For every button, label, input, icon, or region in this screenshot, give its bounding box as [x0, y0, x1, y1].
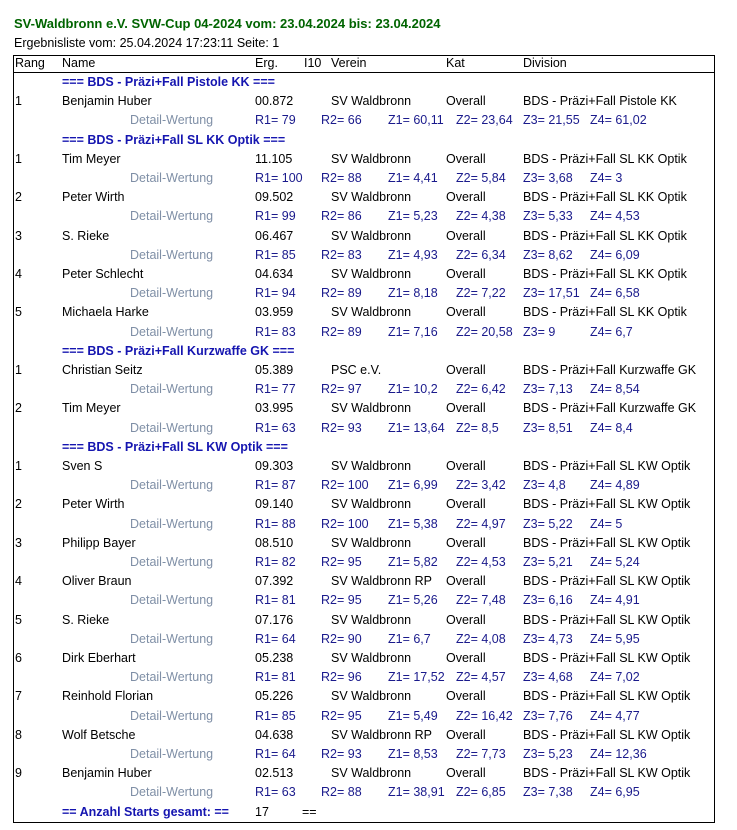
- club-cell: SV Waldbronn: [331, 689, 412, 704]
- detail-z3: Z3= 5,33: [523, 209, 573, 224]
- result-cell: 05.238: [255, 651, 294, 665]
- detail-r2: R2= 95: [321, 708, 362, 723]
- detail-label: Detail-Wertung: [130, 516, 214, 531]
- detail-z1: Z1= 5,82: [388, 555, 438, 569]
- footer-total-label: == Anzahl Starts gesamt: ==: [62, 804, 229, 819]
- division-cell: BDS - Präzi+Fall SL KW Optik: [523, 535, 691, 550]
- result-cell: 03.995: [255, 401, 294, 416]
- detail-z2: Z2= 23,64: [456, 113, 513, 128]
- category-cell: Overall: [446, 535, 486, 550]
- result-cell: 04.634: [255, 267, 294, 281]
- detail-r1: R1= 77: [255, 382, 296, 397]
- footer-total-count: 17: [255, 804, 269, 819]
- rank-cell: 5: [15, 612, 22, 627]
- club-cell: SV Waldbronn: [331, 228, 412, 243]
- detail-z2: Z2= 5,84: [456, 171, 506, 185]
- rank-cell: 2: [15, 497, 22, 512]
- detail-r1: R1= 81: [255, 593, 296, 608]
- club-cell: SV Waldbronn: [331, 151, 412, 166]
- category-cell: Overall: [446, 305, 486, 320]
- detail-label: Detail-Wertung: [130, 670, 214, 685]
- category-cell: Overall: [446, 651, 486, 665]
- club-cell: SV Waldbronn: [331, 651, 412, 665]
- rank-cell: 1: [15, 363, 22, 377]
- detail-z4: Z4= 3: [590, 171, 623, 185]
- detail-z3: Z3= 7,76: [523, 708, 573, 723]
- detail-z4: Z4= 6,09: [590, 247, 640, 262]
- name-cell: Peter Schlecht: [62, 267, 144, 281]
- name-cell: Benjamin Huber: [62, 94, 152, 109]
- result-cell: 09.140: [255, 497, 294, 512]
- result-cell: 07.176: [255, 612, 294, 627]
- category-cell: Overall: [446, 363, 486, 377]
- detail-z1: Z1= 10,2: [388, 382, 438, 397]
- rank-cell: 1: [15, 94, 22, 109]
- column-rang: Rang: [15, 56, 45, 70]
- detail-z3: Z3= 21,55: [523, 113, 580, 128]
- detail-r2: R2= 95: [321, 593, 362, 608]
- detail-z2: Z2= 7,48: [456, 593, 506, 608]
- detail-z4: Z4= 4,77: [590, 708, 640, 723]
- rank-cell: 9: [15, 766, 22, 781]
- rank-cell: 5: [15, 305, 22, 320]
- category-cell: Overall: [446, 574, 486, 589]
- detail-label: Detail-Wertung: [130, 708, 214, 723]
- results-table: [13, 55, 715, 823]
- detail-z2: Z2= 3,42: [456, 478, 506, 493]
- name-cell: Michaela Harke: [62, 305, 149, 320]
- detail-r2: R2= 100: [321, 516, 369, 531]
- detail-z3: Z3= 4,73: [523, 631, 573, 646]
- detail-z2: Z2= 4,38: [456, 209, 506, 224]
- club-cell: SV Waldbronn RP: [331, 574, 432, 589]
- rank-cell: 8: [15, 727, 22, 742]
- detail-z4: Z4= 6,58: [590, 286, 640, 301]
- club-cell: SV Waldbronn: [331, 535, 412, 550]
- club-cell: SV Waldbronn: [331, 612, 412, 627]
- club-cell: SV Waldbronn: [331, 94, 412, 109]
- detail-z1: Z1= 60,11: [388, 113, 444, 128]
- division-cell: BDS - Präzi+Fall SL KW Optik: [523, 727, 691, 742]
- detail-label: Detail-Wertung: [130, 286, 214, 301]
- detail-z4: Z4= 12,36: [590, 747, 647, 761]
- detail-z2: Z2= 20,58: [456, 324, 513, 339]
- division-cell: BDS - Präzi+Fall SL KW Optik: [523, 689, 691, 704]
- division-cell: BDS - Präzi+Fall SL KK Optik: [523, 228, 687, 243]
- category-cell: Overall: [446, 612, 486, 627]
- rank-cell: 2: [15, 401, 22, 416]
- detail-r1: R1= 63: [255, 785, 296, 800]
- division-cell: BDS - Präzi+Fall SL KW Optik: [523, 766, 691, 781]
- name-cell: Benjamin Huber: [62, 766, 152, 781]
- detail-r1: R1= 82: [255, 555, 296, 569]
- club-cell: SV Waldbronn: [331, 305, 412, 320]
- detail-r1: R1= 64: [255, 631, 296, 646]
- detail-r2: R2= 96: [321, 670, 362, 685]
- detail-z3: Z3= 3,68: [523, 171, 573, 185]
- club-cell: SV Waldbronn RP: [331, 727, 432, 742]
- column-name: Name: [62, 56, 96, 70]
- detail-label: Detail-Wertung: [130, 747, 214, 761]
- rank-cell: 3: [15, 535, 22, 550]
- detail-label: Detail-Wertung: [130, 247, 214, 262]
- detail-z1: Z1= 6,7: [388, 631, 431, 646]
- detail-z2: Z2= 4,57: [456, 670, 506, 685]
- detail-z3: Z3= 8,51: [523, 420, 573, 435]
- detail-z3: Z3= 5,23: [523, 747, 573, 761]
- column-i10: I10: [304, 56, 322, 70]
- name-cell: Philipp Bayer: [62, 535, 136, 550]
- name-cell: Reinhold Florian: [62, 689, 154, 704]
- result-cell: 04.638: [255, 727, 294, 742]
- detail-r1: R1= 79: [255, 113, 296, 128]
- detail-r1: R1= 99: [255, 209, 296, 224]
- detail-z3: Z3= 4,68: [523, 670, 573, 685]
- column-header-row: [14, 56, 714, 73]
- detail-r1: R1= 100: [255, 171, 303, 185]
- detail-r2: R2= 100: [321, 478, 369, 493]
- detail-r2: R2= 83: [321, 247, 362, 262]
- club-cell: SV Waldbronn: [331, 497, 412, 512]
- result-cell: 11.105: [255, 151, 293, 166]
- detail-z3: Z3= 5,21: [523, 555, 573, 569]
- detail-z3: Z3= 8,62: [523, 247, 573, 262]
- column-erg: Erg.: [255, 56, 278, 70]
- detail-z4: Z4= 4,53: [590, 209, 640, 224]
- detail-r1: R1= 63: [255, 420, 296, 435]
- detail-label: Detail-Wertung: [130, 631, 214, 646]
- detail-r2: R2= 89: [321, 286, 362, 301]
- detail-r1: R1= 81: [255, 670, 296, 685]
- footer-end-marker: ==: [302, 804, 317, 819]
- section-title: === BDS - Präzi+Fall SL KW Optik ===: [62, 439, 288, 454]
- detail-z2: Z2= 6,42: [456, 382, 506, 397]
- detail-z1: Z1= 5,38: [388, 516, 438, 531]
- rank-cell: 6: [15, 651, 22, 665]
- category-cell: Overall: [446, 766, 486, 781]
- category-cell: Overall: [446, 190, 486, 205]
- division-cell: BDS - Präzi+Fall Pistole KK: [523, 94, 677, 109]
- name-cell: S. Rieke: [62, 612, 110, 627]
- rank-cell: 4: [15, 574, 22, 589]
- detail-z2: Z2= 7,22: [456, 286, 506, 301]
- category-cell: Overall: [446, 267, 486, 281]
- club-cell: SV Waldbronn: [331, 459, 412, 473]
- detail-label: Detail-Wertung: [130, 420, 214, 435]
- detail-z3: Z3= 7,38: [523, 785, 573, 800]
- detail-r2: R2= 97: [321, 382, 362, 397]
- name-cell: S. Rieke: [62, 228, 110, 243]
- result-cell: 09.303: [255, 459, 294, 473]
- rank-cell: 1: [15, 151, 22, 166]
- name-cell: Sven S: [62, 459, 103, 473]
- column-verein: Verein: [331, 56, 367, 70]
- detail-z1: Z1= 4,93: [388, 247, 438, 262]
- category-cell: Overall: [446, 497, 486, 512]
- detail-z4: Z4= 5,95: [590, 631, 640, 646]
- detail-r1: R1= 94: [255, 286, 296, 301]
- detail-z2: Z2= 4,53: [456, 555, 506, 569]
- detail-z4: Z4= 5: [590, 516, 623, 531]
- result-cell: 02.513: [255, 766, 294, 781]
- detail-z1: Z1= 5,49: [388, 708, 438, 723]
- detail-label: Detail-Wertung: [130, 324, 214, 339]
- section-title: === BDS - Präzi+Fall Pistole KK ===: [62, 75, 275, 89]
- division-cell: BDS - Präzi+Fall SL KW Optik: [523, 612, 691, 627]
- detail-r2: R2= 88: [321, 171, 362, 185]
- detail-z3: Z3= 9: [523, 324, 556, 339]
- category-cell: Overall: [446, 459, 486, 473]
- detail-label: Detail-Wertung: [130, 113, 214, 128]
- division-cell: BDS - Präzi+Fall SL KK Optik: [523, 267, 687, 281]
- result-cell: 08.510: [255, 535, 294, 550]
- club-cell: SV Waldbronn: [331, 190, 412, 205]
- division-cell: BDS - Präzi+Fall Kurzwaffe GK: [523, 401, 697, 416]
- detail-z1: Z1= 38,91: [388, 785, 445, 800]
- section-title: === BDS - Präzi+Fall Kurzwaffe GK ===: [62, 343, 295, 358]
- detail-r1: R1= 85: [255, 247, 296, 262]
- club-cell: SV Waldbronn: [331, 766, 412, 781]
- result-cell: 05.226: [255, 689, 294, 704]
- section-title: === BDS - Präzi+Fall SL KK Optik ===: [62, 132, 286, 147]
- detail-z2: Z2= 4,97: [456, 516, 506, 531]
- detail-label: Detail-Wertung: [130, 555, 214, 569]
- club-cell: PSC e.V.: [331, 363, 382, 377]
- detail-z1: Z1= 6,99: [388, 478, 438, 493]
- detail-z4: Z4= 6,95: [590, 785, 640, 800]
- name-cell: Dirk Eberhart: [62, 651, 136, 665]
- detail-z4: Z4= 4,91: [590, 593, 640, 608]
- column-division: Division: [523, 56, 567, 70]
- name-cell: Peter Wirth: [62, 190, 125, 205]
- rank-cell: 3: [15, 228, 22, 243]
- detail-label: Detail-Wertung: [130, 171, 214, 185]
- detail-z3: Z3= 5,22: [523, 516, 573, 531]
- detail-r1: R1= 87: [255, 478, 296, 493]
- rank-cell: 7: [15, 689, 22, 704]
- division-cell: BDS - Präzi+Fall Kurzwaffe GK: [523, 363, 697, 377]
- result-cell: 05.389: [255, 363, 294, 377]
- detail-r2: R2= 66: [321, 113, 362, 128]
- name-cell: Tim Meyer: [62, 151, 121, 166]
- detail-z4: Z4= 5,24: [590, 555, 640, 569]
- division-cell: BDS - Präzi+Fall SL KW Optik: [523, 651, 691, 665]
- detail-z1: Z1= 4,41: [388, 171, 438, 185]
- result-cell: 07.392: [255, 574, 294, 589]
- detail-r2: R2= 88: [321, 785, 362, 800]
- result-cell: 00.872: [255, 94, 294, 109]
- division-cell: BDS - Präzi+Fall SL KW Optik: [523, 574, 691, 589]
- detail-r2: R2= 90: [321, 631, 362, 646]
- category-cell: Overall: [446, 94, 486, 109]
- detail-z1: Z1= 5,23: [388, 209, 438, 224]
- category-cell: Overall: [446, 401, 486, 416]
- category-cell: Overall: [446, 727, 486, 742]
- division-cell: BDS - Präzi+Fall SL KW Optik: [523, 459, 691, 473]
- detail-label: Detail-Wertung: [130, 478, 214, 493]
- division-cell: BDS - Präzi+Fall SL KK Optik: [523, 151, 687, 166]
- detail-z4: Z4= 6,7: [590, 324, 633, 339]
- division-cell: BDS - Präzi+Fall SL KK Optik: [523, 190, 687, 205]
- detail-z3: Z3= 17,51: [523, 286, 580, 301]
- detail-z4: Z4= 8,54: [590, 382, 640, 397]
- rank-cell: 4: [15, 267, 22, 281]
- detail-z3: Z3= 6,16: [523, 593, 573, 608]
- result-cell: 06.467: [255, 228, 294, 243]
- detail-z3: Z3= 7,13: [523, 382, 573, 397]
- report-subtitle: Ergebnisliste vom: 25.04.2024 17:23:11 Seite: 1: [14, 36, 280, 50]
- name-cell: Tim Meyer: [62, 401, 121, 416]
- detail-r2: R2= 86: [321, 209, 362, 224]
- detail-z1: Z1= 13,64: [388, 420, 445, 435]
- result-cell: 03.959: [255, 305, 294, 320]
- result-cell: 09.502: [255, 190, 294, 205]
- detail-label: Detail-Wertung: [130, 593, 214, 608]
- name-cell: Oliver Braun: [62, 574, 132, 589]
- detail-label: Detail-Wertung: [130, 209, 214, 224]
- detail-r1: R1= 64: [255, 747, 296, 761]
- detail-z1: Z1= 8,53: [388, 747, 438, 761]
- detail-r2: R2= 93: [321, 420, 362, 435]
- detail-z2: Z2= 7,73: [456, 747, 506, 761]
- detail-label: Detail-Wertung: [130, 382, 214, 397]
- detail-r2: R2= 89: [321, 324, 362, 339]
- category-cell: Overall: [446, 689, 486, 704]
- name-cell: Christian Seitz: [62, 363, 143, 377]
- detail-z1: Z1= 17,52: [388, 670, 445, 685]
- detail-z3: Z3= 4,8: [523, 478, 566, 493]
- detail-z4: Z4= 4,89: [590, 478, 640, 493]
- detail-label: Detail-Wertung: [130, 785, 214, 800]
- detail-z2: Z2= 4,08: [456, 631, 506, 646]
- rank-cell: 2: [15, 190, 22, 205]
- division-cell: BDS - Präzi+Fall SL KK Optik: [523, 305, 687, 320]
- category-cell: Overall: [446, 151, 486, 166]
- detail-z2: Z2= 8,5: [456, 420, 499, 435]
- detail-z1: Z1= 8,18: [388, 286, 438, 301]
- detail-r1: R1= 83: [255, 324, 296, 339]
- detail-z2: Z2= 6,85: [456, 785, 506, 800]
- detail-z1: Z1= 5,26: [388, 593, 438, 608]
- column-kat: Kat: [446, 56, 465, 70]
- detail-r1: R1= 85: [255, 708, 296, 723]
- division-cell: BDS - Präzi+Fall SL KW Optik: [523, 497, 691, 512]
- name-cell: Wolf Betsche: [62, 727, 136, 742]
- detail-r2: R2= 93: [321, 747, 362, 761]
- detail-r1: R1= 88: [255, 516, 296, 531]
- rank-cell: 1: [15, 459, 22, 473]
- name-cell: Peter Wirth: [62, 497, 125, 512]
- report-title: SV-Waldbronn e.V. SVW-Cup 04-2024 vom: 23.04.2024 bis: 23.04.2024: [14, 16, 441, 31]
- club-cell: SV Waldbronn: [331, 401, 412, 416]
- detail-z4: Z4= 7,02: [590, 670, 640, 685]
- detail-z2: Z2= 16,42: [456, 708, 513, 723]
- detail-z4: Z4= 8,4: [590, 420, 633, 435]
- detail-r2: R2= 95: [321, 555, 362, 569]
- detail-z1: Z1= 7,16: [388, 324, 438, 339]
- category-cell: Overall: [446, 228, 486, 243]
- detail-z4: Z4= 61,02: [590, 113, 647, 128]
- detail-z2: Z2= 6,34: [456, 247, 506, 262]
- club-cell: SV Waldbronn: [331, 267, 412, 281]
